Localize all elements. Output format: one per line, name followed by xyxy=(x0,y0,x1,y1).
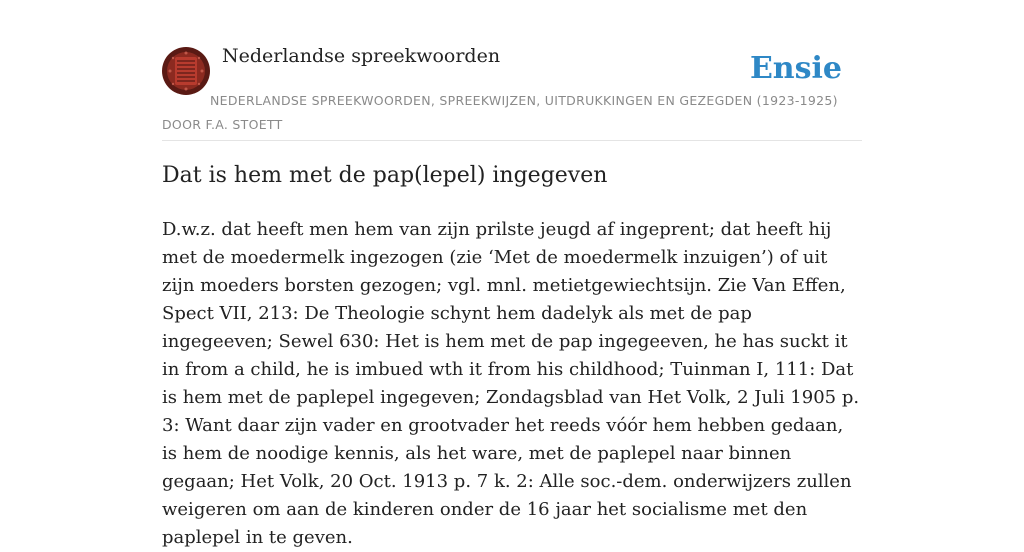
source-header xyxy=(162,0,862,141)
ensie-logo[interactable]: Ensie xyxy=(749,51,842,86)
entry-body: D.w.z. dat heeft men hem van zijn prilste jeugd af ingeprent; dat heeft hij met de moedermelk ingezogen (zie ‘Met de moedermelk inzuigen’) of uit zijn moeders borsten gezogen; vgl. mnl. metietgewiechtsijn. Zie Van Effen, Spect VII, 213: De Theologie schynt hem dadelyk als met de pap ingegeeven; Sewel 630: Het is hem met de pap ingegeeven, he has suckt it in from a child, he is imbued wth it from his childhood; Tuinman I, 111: Dat is hem met de paplepel ingegeven; Zondagsblad van Het Volk, 2 Juli 1905 p. 3: Want daar zijn vader en grootvader het reeds vóór hem hebben gedaan, is hem de noodige kennis, als het ware, met de paplepel naar binnen gegaan; Het Volk, 20 Oct. 1913 p. 7 k. 2: Alle soc.-dem. onderwijzers zullen weigeren om aan de kinderen onder de 16 jaar het socialisme met den paplepel in te geven. xyxy=(162,219,860,548)
book-seal-icon[interactable] xyxy=(162,47,210,95)
source-author: DOOR F.A. STOETT xyxy=(162,117,283,132)
source-title[interactable]: Nederlandse spreekwoorden xyxy=(222,45,501,67)
source-subtitle: NEDERLANDSE SPREEKWOORDEN, SPREEKWIJZEN, UITDRUKKINGEN EN GEZEGDEN (1923-1925) xyxy=(210,93,838,108)
entry-title: Dat is hem met de pap(lepel) ingegeven xyxy=(162,163,608,188)
